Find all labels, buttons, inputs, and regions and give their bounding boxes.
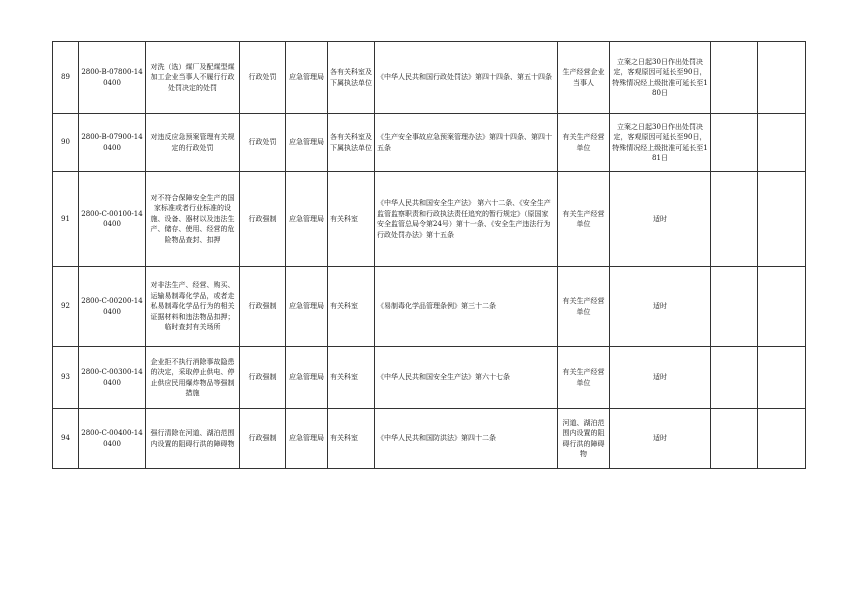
row-number: 93	[53, 347, 79, 409]
power-type: 行政处罚	[240, 114, 286, 172]
responsible-dept: 有关科室	[328, 267, 375, 347]
legal-basis: 《中华人民共和国防洪法》第四十二条	[375, 409, 558, 469]
row-number: 89	[53, 42, 79, 114]
responsible-dept: 有关科室	[328, 409, 375, 469]
table-row	[53, 409, 806, 469]
item-name: 对不符合保障安全生产的国家标准或者行业标准的设施、设备、器材以及违法生产、储存、使用、经营的危险物品查封、扣押	[146, 172, 240, 267]
extra-cell-2	[758, 172, 806, 267]
item-code: 2800-C-00200-140400	[79, 267, 146, 347]
time-limit: 适时	[610, 409, 711, 469]
item-name: 企业拒不执行消除事故隐患的决定，采取停止供电、停止供应民用爆炸物品等强制措施	[146, 347, 240, 409]
implementing-agency: 应急管理局	[286, 409, 328, 469]
target-party: 有关生产经营单位	[558, 347, 610, 409]
row-number: 90	[53, 114, 79, 172]
table-row	[53, 347, 806, 409]
table-row	[53, 42, 806, 114]
legal-basis: 《中华人民共和国行政处罚法》第四十四条、第五十四条	[375, 42, 558, 114]
extra-cell-1	[711, 42, 758, 114]
item-name: 对非法生产、经营、购买、运输易制毒化学品，或者走私易制毒化学品行为的相关证据材料和违法物品扣押；临时查封有关场所	[146, 267, 240, 347]
responsible-dept: 各有关科室及下属执法单位	[328, 114, 375, 172]
table-row	[53, 267, 806, 347]
time-limit: 适时	[610, 347, 711, 409]
implementing-agency: 应急管理局	[286, 114, 328, 172]
legal-basis: 《生产安全事故应急预案管理办法》第四十四条、第四十五条	[375, 114, 558, 172]
power-type: 行政强制	[240, 267, 286, 347]
extra-cell-1	[711, 172, 758, 267]
item-code: 2800-C-00300-140400	[79, 347, 146, 409]
extra-cell-2	[758, 267, 806, 347]
row-number: 92	[53, 267, 79, 347]
time-limit: 立案之日起30日作出处罚决定，客观原因可延长至90日，特殊情况经上级批准可延长至181日	[610, 114, 711, 172]
time-limit: 适时	[610, 172, 711, 267]
responsible-dept: 有关科室	[328, 172, 375, 267]
table-row	[53, 114, 806, 172]
implementing-agency: 应急管理局	[286, 347, 328, 409]
row-number: 91	[53, 172, 79, 267]
extra-cell-1	[711, 409, 758, 469]
extra-cell-1	[711, 114, 758, 172]
target-party: 有关生产经营单位	[558, 267, 610, 347]
target-party: 有关生产经营单位	[558, 114, 610, 172]
item-code: 2800-B-07900-140400	[79, 114, 146, 172]
target-party: 生产经营企业当事人	[558, 42, 610, 114]
item-name: 强行清除在河道、湖泊范围内设置的阻碍行洪的障碍物	[146, 409, 240, 469]
extra-cell-2	[758, 347, 806, 409]
power-type: 行政强制	[240, 347, 286, 409]
responsible-dept: 有关科室	[328, 347, 375, 409]
implementing-agency: 应急管理局	[286, 172, 328, 267]
extra-cell-1	[711, 267, 758, 347]
power-type: 行政强制	[240, 172, 286, 267]
legal-basis: 《易制毒化学品管理条例》第三十二条	[375, 267, 558, 347]
power-list-table	[52, 41, 806, 469]
item-code: 2800-C-00100-140400	[79, 172, 146, 267]
extra-cell-1	[711, 347, 758, 409]
table-row	[53, 172, 806, 267]
target-party: 河道、湖泊范围内设置的阻碍行洪的障碍物	[558, 409, 610, 469]
time-limit: 立案之日起30日作出处罚决定，客观原因可延长至90日，特殊情况经上级批准可延长至180日	[610, 42, 711, 114]
time-limit: 适时	[610, 267, 711, 347]
item-name: 对洗（选）煤厂及配煤型煤加工企业当事人不履行行政处罚决定的处罚	[146, 42, 240, 114]
row-number: 94	[53, 409, 79, 469]
legal-basis: 《中华人民共和国安全生产法》 第六十二条、《安全生产监管监察职责和行政执法责任追究的暂行规定》（原国家安全监管总局令第24号）第十一条、《安全生产违法行为行政处罚办法》第十五条	[375, 172, 558, 267]
item-name: 对违反应急预案管理有关规定的行政处罚	[146, 114, 240, 172]
extra-cell-2	[758, 409, 806, 469]
item-code: 2800-B-07800-140400	[79, 42, 146, 114]
item-code: 2800-C-00400-140400	[79, 409, 146, 469]
power-type: 行政处罚	[240, 42, 286, 114]
target-party: 有关生产经营单位	[558, 172, 610, 267]
legal-basis: 《中华人民共和国安全生产法》第六十七条	[375, 347, 558, 409]
extra-cell-2	[758, 114, 806, 172]
power-type: 行政强制	[240, 409, 286, 469]
implementing-agency: 应急管理局	[286, 267, 328, 347]
extra-cell-2	[758, 42, 806, 114]
implementing-agency: 应急管理局	[286, 42, 328, 114]
responsible-dept: 各有关科室及下属执法单位	[328, 42, 375, 114]
